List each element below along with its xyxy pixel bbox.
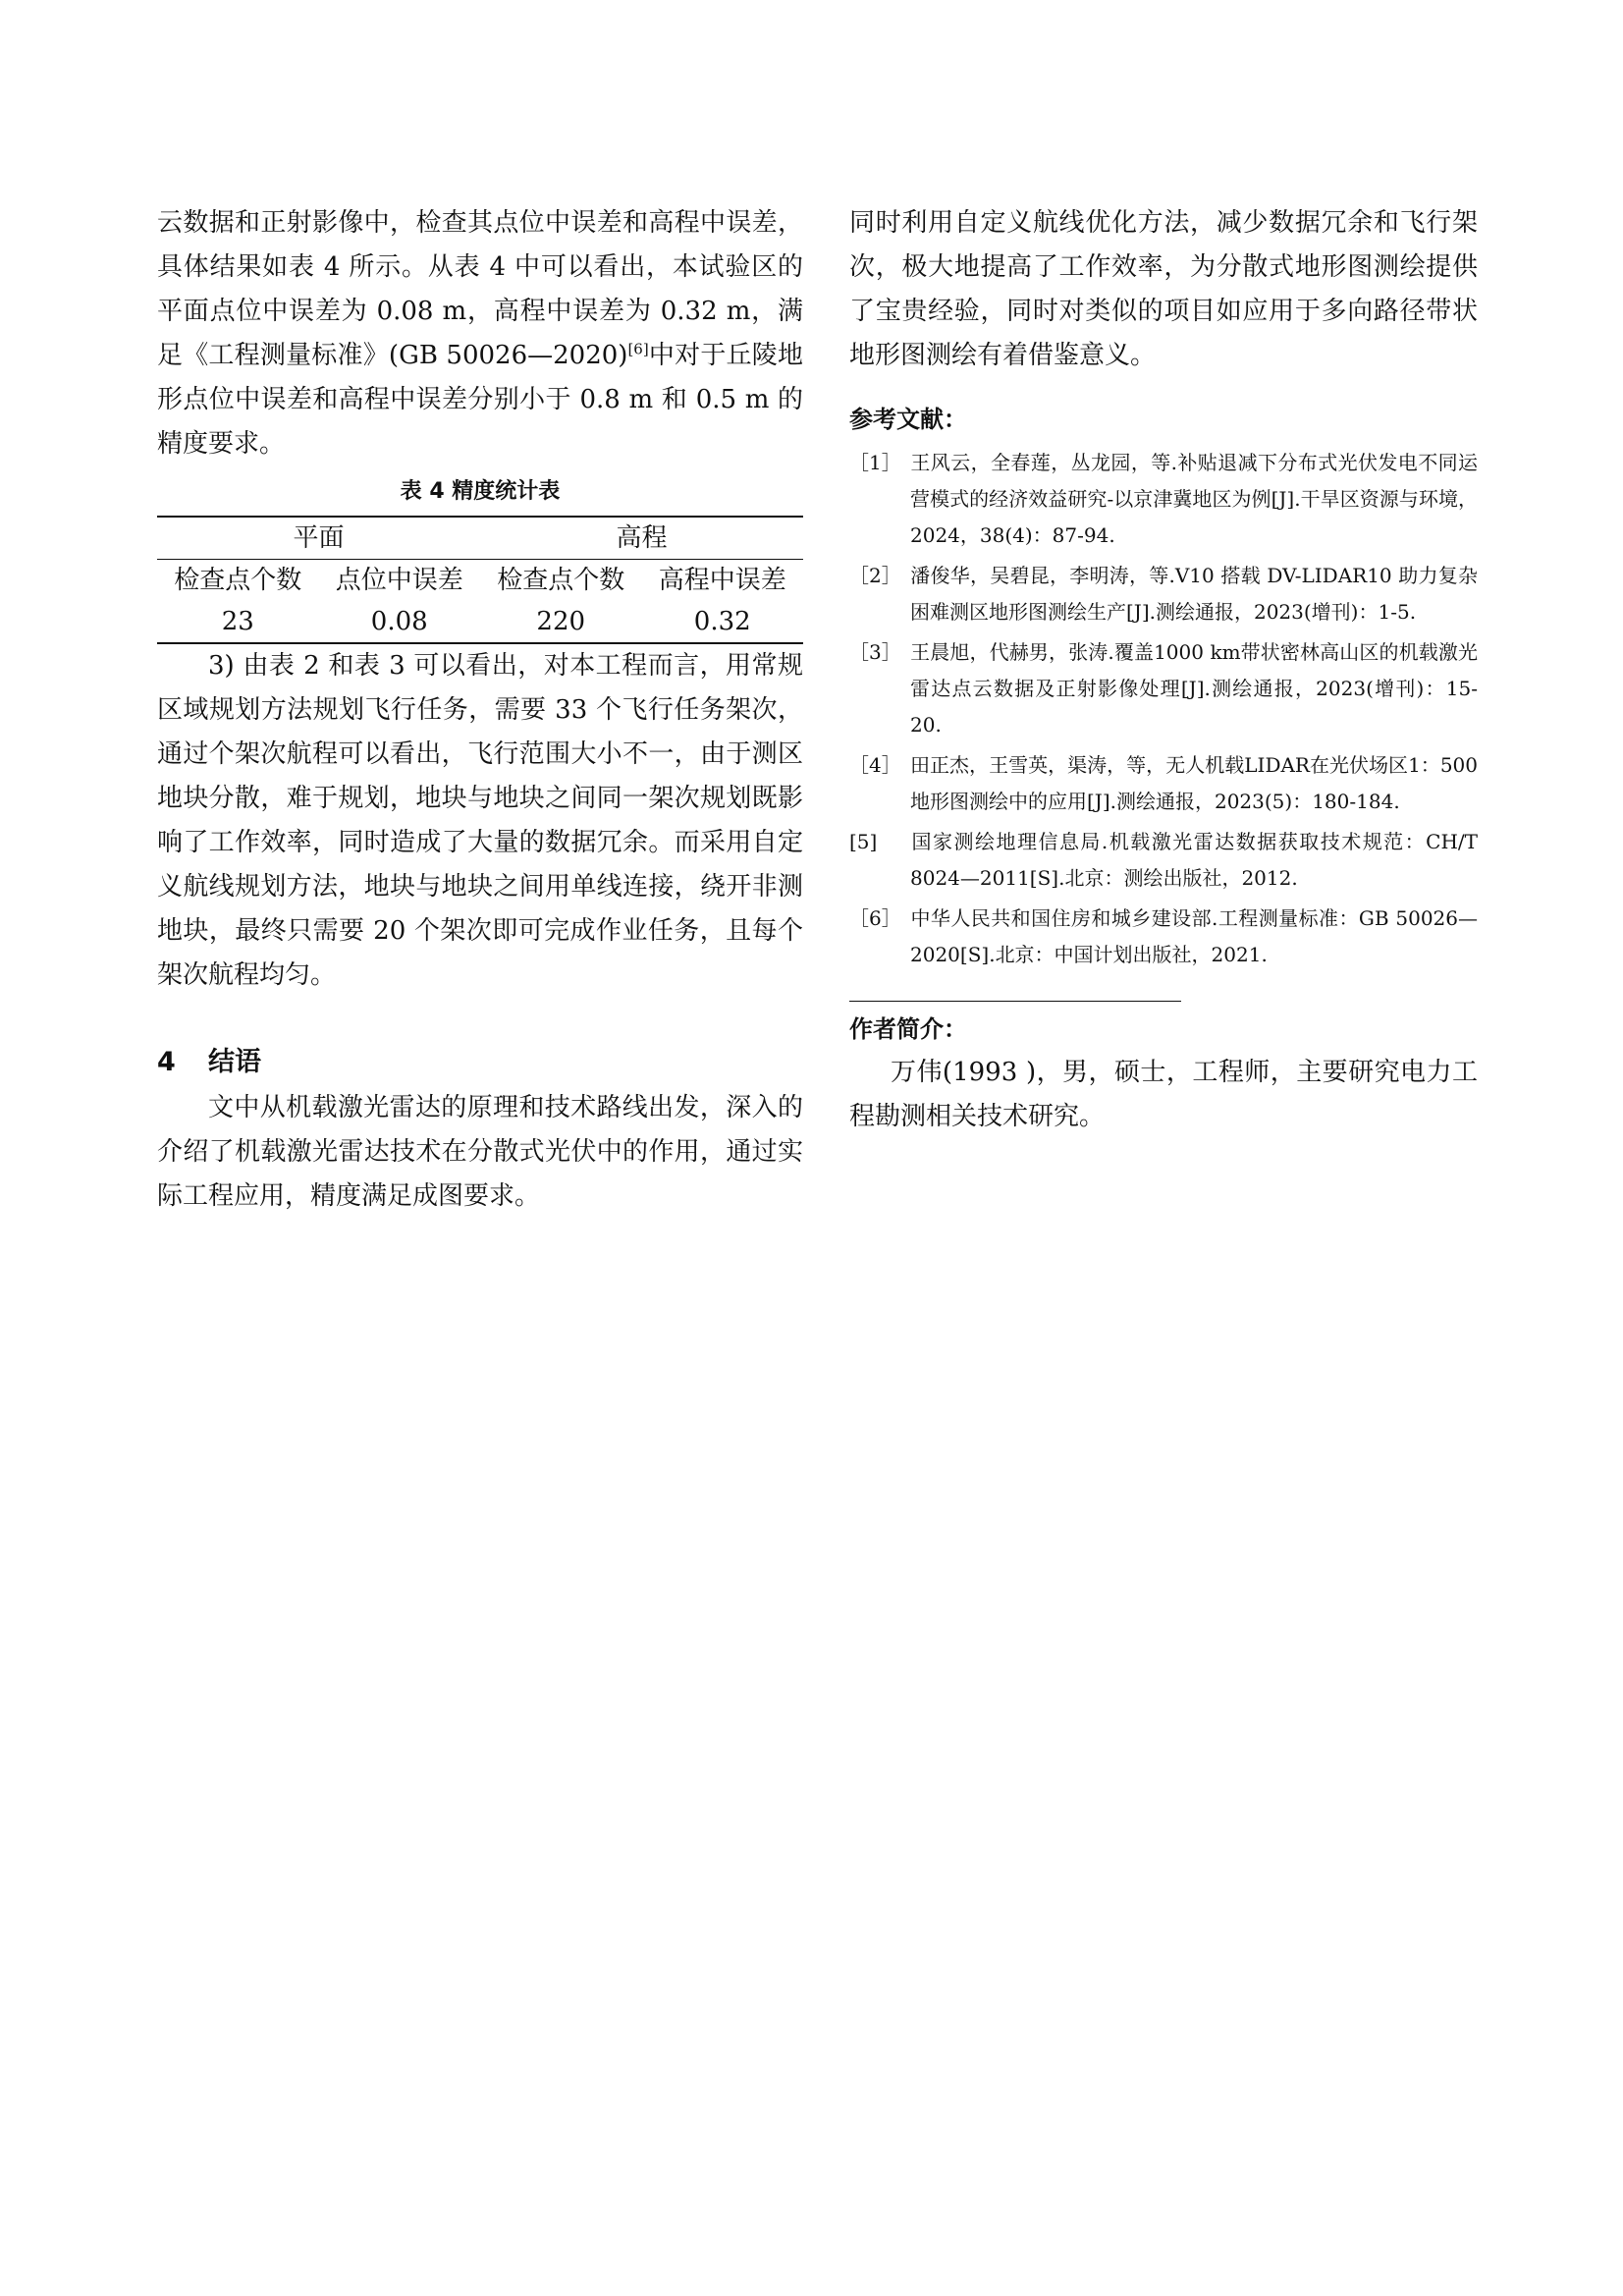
citation-ref[interactable]: [6] xyxy=(627,340,649,358)
reference-item xyxy=(849,558,1478,630)
reference-item xyxy=(849,634,1478,743)
reference-text: 田正杰，王雪英，渠涛，等，无人机载LIDAR在光伏场区1：500地形图测绘中的应用[J].测绘通报，2023(5)：180-184. xyxy=(910,753,1478,813)
reference-label: ［6］ xyxy=(849,906,901,930)
reference-label: [5] xyxy=(849,830,878,853)
body-paragraph: 同时利用自定义航线优化方法，减少数据冗余和飞行架次，极大地提高了工作效率，为分散式地形图测绘提供了宝贵经验，同时对类似的项目如应用于多向路径带状地形图测绘有着借鉴意义。 xyxy=(849,208,1478,370)
reference-text: 中华人民共和国住房和城乡建设部.工程测量标准：GB 50026—2020[S].北京：中国计划出版社，2021. xyxy=(910,906,1478,966)
paragraph-text: 云数据和正射影像中，检查其点位中误差和高程中误差，具体结果如表 4 所示。从表 4 中可以看出，本试验区的平面点位中误差为 0.08 m，高程中误差为 0.32 m，满足《工程测量标准》(GB 50026—2020) xyxy=(157,208,803,370)
section-heading xyxy=(157,1043,803,1082)
table-col-header: 检查点个数 xyxy=(497,566,625,595)
reference-item xyxy=(849,824,1478,897)
table-cell: 23 xyxy=(157,601,319,643)
reference-label: ［4］ xyxy=(849,753,901,777)
footnote-divider xyxy=(849,1001,1181,1002)
table-cell: 0.32 xyxy=(642,601,804,643)
reference-text: 王风云，全春莲，丛龙园，等.补贴退减下分布式光伏发电不同运营模式的经济效益研究-以京津冀地区为例[J].干旱区资源与环境，2024，38(4)：87-94. xyxy=(910,451,1478,547)
body-paragraph: 文中从机载激光雷达的原理和技术路线出发，深入的介绍了机载激光雷达技术在分散式光伏中的作用，通过实际工程应用，精度满足成图要求。 xyxy=(157,1093,803,1211)
left-column xyxy=(157,201,803,1219)
right-column xyxy=(849,201,1478,1139)
section-title: 结语 xyxy=(208,1047,261,1077)
body-paragraph: 3) 由表 2 和表 3 可以看出，对本工程而言，用常规区域规划方法规划飞行任务，需要 33 个飞行任务架次，通过个架次航程可以看出，飞行范围大小不一，由于测区地块分散，难于规划，地块与地块之间同一架次规划既影响了工作效率，同时造成了大量的数据冗余。而采用自定义航线规划方法，地块与地块之间用单线连接，绕开非测地块，最终只需要 20 个架次即可完成作业任务，且每个架次航程均匀。 xyxy=(157,651,803,990)
table-group-header-row xyxy=(157,517,803,560)
section-number: 4 xyxy=(157,1047,176,1077)
reference-item xyxy=(849,445,1478,554)
paragraph-text: 中对于丘陵地形点位中误差和高程中误差分别小于 0.8 m 和 0.5 m 的精度要求。 xyxy=(157,341,803,459)
reference-text: 国家测绘地理信息局.机载激光雷达数据获取技术规范：CH/T 8024—2011[S].北京：测绘出版社，2012. xyxy=(910,830,1478,890)
table-col-header-row xyxy=(157,560,803,602)
table-col-header: 点位中误差 xyxy=(335,566,463,595)
reference-label: ［1］ xyxy=(849,451,901,474)
table-group-header: 高程 xyxy=(480,517,803,560)
reference-text: 潘俊华，吴碧昆，李明涛，等.V10 搭载 DV-LIDAR10 助力复杂困难测区地形图测绘生产[J].测绘通报，2023(增刊)：1-5. xyxy=(910,564,1478,624)
table-col-header: 检查点个数 xyxy=(174,566,302,595)
reference-label: ［3］ xyxy=(849,640,901,664)
reference-item xyxy=(849,901,1478,973)
table-caption: 表 4 精度统计表 xyxy=(400,479,561,504)
table-col-header: 高程中误差 xyxy=(658,566,786,595)
author-bio: 万伟(1993 )，男，硕士，工程师，主要研究电力工程勘测相关技术研究。 xyxy=(849,1058,1478,1131)
precision-table xyxy=(157,516,803,644)
table-row xyxy=(157,601,803,643)
reference-item xyxy=(849,747,1478,820)
reference-list xyxy=(849,445,1478,973)
reference-text: 王晨旭，代赫男，张涛.覆盖1000 km带状密林高山区的机载激光雷达点云数据及正射影像处理[J].测绘通报，2023(增刊)：15-20. xyxy=(910,640,1478,737)
body-paragraph xyxy=(157,201,803,466)
table-cell: 0.08 xyxy=(319,601,481,643)
table-group-header: 平面 xyxy=(157,517,480,560)
table-cell: 220 xyxy=(480,601,642,643)
references-heading: 参考文献： xyxy=(849,406,967,433)
reference-label: ［2］ xyxy=(849,564,901,587)
author-heading: 作者简介： xyxy=(849,1015,967,1043)
